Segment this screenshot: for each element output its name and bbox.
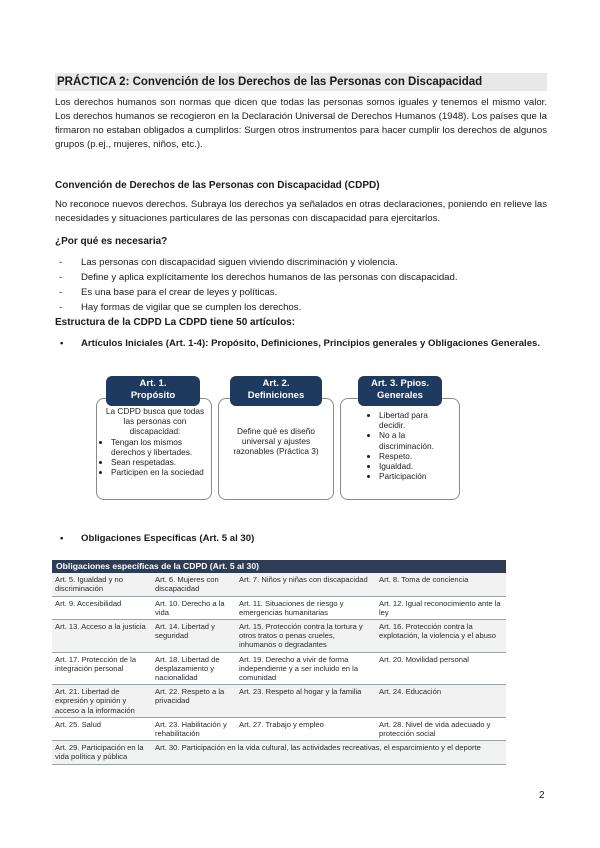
table-cell: Art. 25. Salud: [52, 717, 152, 740]
table-cell: Art. 17. Protección de la integración personal: [52, 652, 152, 685]
card-proposito-header: Art. 1. Propósito: [106, 376, 200, 406]
card-definiciones-body: Define qué es diseño universal y ajustes razonables (Práctica 3): [233, 426, 319, 457]
list-item: • No a la discriminación.: [379, 430, 454, 450]
table-row: [52, 573, 506, 596]
table-row: [52, 741, 506, 764]
list-item: • Tengan los mismos derechos y libertades.: [111, 437, 208, 457]
table-cell: Art. 12. Igual reconocimiento ante la ley: [376, 596, 506, 619]
table-cell: Art. 21. Libertad de expresión y opinión y acceso a la información: [52, 685, 152, 718]
card-proposito-body: La CDPD busca que todas las personas con discapacidad: • Tengan los mismos derechos y libertades. • Sean respetadas. • Participen en la sociedad: [102, 406, 208, 477]
cdpd-paragraph: No reconoce nuevos derechos. Subraya los derechos ya señalados en otras declaraciones, poniendo en relieve las necesidades y situaciones particulares de las personas con discapacidad para ejercitarlos.: [55, 199, 547, 224]
list-item: • Igualdad.: [379, 461, 454, 471]
card-principios-body: [370, 410, 454, 481]
table-cell: Art. 22. Respeto a la privacidad: [152, 685, 236, 718]
table-header-row: [52, 560, 506, 573]
intro-paragraph: Los derechos humanos son normas que dicen que todas las personas somos iguales y tenemos el mismo valor. Los derechos humanos se recogieron en la Declaración Universal de Derechos Humanos (1948). Los países que la firmaron no estaban obligados a cumplirlos: Surgen otros instrumentos para hacer cumplir los derechos de algunos grupos (p.ej., mujeres, niños, etc.).: [55, 97, 547, 150]
bullet-initial-articles: • Artículos Iniciales (Art. 1-4): Propósito, Definiciones, Principios generales y Obligaciones Generales.: [60, 338, 541, 349]
table-cell: Art. 23. Habilitación y rehabilitación: [152, 717, 236, 740]
table-cell: Art. 20. Movilidad personal: [376, 652, 506, 685]
table-cell: Art. 8. Toma de conciencia: [376, 573, 506, 596]
table-cell: Art. 14. Libertad y seguridad: [152, 620, 236, 653]
list-item: • Libertad para decidir.: [379, 410, 454, 430]
table-cell: Art. 24. Educación: [376, 685, 506, 718]
page-number: 2: [539, 790, 545, 801]
table-cell: Art. 30. Participación en la vida cultural, las actividades recreativas, el esparcimiento y el deporte: [152, 741, 506, 764]
card-definiciones-header: Art. 2. Definiciones: [230, 376, 322, 406]
articles-diagram: [96, 374, 462, 502]
table-cell: Art. 6. Mujeres con discapacidad: [152, 573, 236, 596]
why-list: [55, 255, 458, 315]
list-item: • Participación: [379, 471, 454, 481]
why-heading: ¿Por qué es necesaria?: [55, 236, 168, 247]
table-cell: Art. 18. Libertad de desplazamiento y nacionalidad: [152, 652, 236, 685]
section-title: PRÁCTICA 2: Convención de los Derechos de las Personas con Discapacidad: [55, 73, 547, 91]
structure-heading: Estructura de la CDPD La CDPD tiene 50 artículos:: [55, 317, 296, 328]
list-item: • Sean respetadas.: [111, 457, 208, 467]
card-principios-header: Art. 3. Ppios. Generales: [358, 376, 442, 406]
table-row: [52, 652, 506, 685]
bullet-dot: •: [60, 338, 64, 349]
table-cell: Art. 13. Acceso a la justicia: [52, 620, 152, 653]
table-cell: Art. 5. Igualdad y no discriminación: [52, 573, 152, 596]
table-cell: Art. 11. Situaciones de riesgo y emergencias humanitarias: [236, 596, 376, 619]
table-cell: Art. 19. Derecho a vivir de forma independiente y a ser incluido en la comunidad: [236, 652, 376, 685]
list-item: - Es una base para el crear de leyes y políticas.: [55, 285, 458, 300]
table-cell: Art. 15. Protección contra la tortura y otros tratos o penas crueles, inhumanos o degradantes: [236, 620, 376, 653]
table-row: [52, 620, 506, 653]
list-item: - Hay formas de vigilar que se cumplen los derechos.: [55, 300, 458, 315]
table-row: [52, 717, 506, 740]
table-row: [52, 596, 506, 619]
table-cell: Art. 9. Accesibilidad: [52, 596, 152, 619]
table-row: [52, 685, 506, 718]
table-header: Obligaciones específicas de la CDPD (Art. 5 al 30): [52, 560, 506, 573]
cdpd-heading: Convención de Derechos de las Personas con Discapacidad (CDPD): [55, 180, 380, 191]
bullet-dot: •: [60, 533, 64, 544]
table-cell: Art. 23. Respeto al hogar y la familia: [236, 685, 376, 718]
table-cell: Art. 10. Derecho a la vida: [152, 596, 236, 619]
obligations-table: [52, 560, 506, 765]
table-cell: Art. 29. Participación en la vida política y pública: [52, 741, 152, 764]
list-item: - Las personas con discapacidad siguen viviendo discriminación y violencia.: [55, 255, 458, 270]
list-item: - Define y aplica explícitamente los derechos humanos de las personas con discapacidad.: [55, 270, 458, 285]
table-cell: Art. 16. Protección contra la explotación, la violencia y el abuso: [376, 620, 506, 653]
table-cell: Art. 27. Trabajo y empleo: [236, 717, 376, 740]
bullet-specific-obligations: • Obligaciones Específicas (Art. 5 al 30): [60, 533, 255, 544]
list-item: • Respeto.: [379, 451, 454, 461]
table-cell: Art. 28. Nivel de vida adecuado y protección social: [376, 717, 506, 740]
table-cell: Art. 7. Niños y niñas con discapacidad: [236, 573, 376, 596]
list-item: • Participen en la sociedad: [111, 467, 208, 477]
